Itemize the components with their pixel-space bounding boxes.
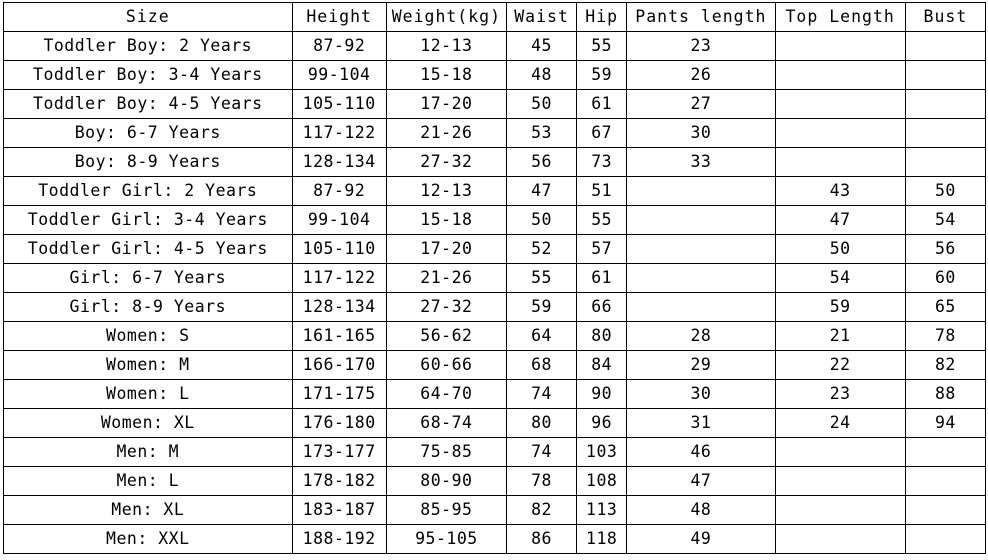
cell-size: Boy: 6-7 Years xyxy=(4,119,293,148)
cell-bust xyxy=(905,119,985,148)
cell-weight: 15-18 xyxy=(386,206,506,235)
cell-pants-length: 46 xyxy=(627,438,775,467)
size-chart-table xyxy=(3,2,986,554)
table-row xyxy=(4,409,986,438)
cell-height: 188-192 xyxy=(292,525,386,554)
cell-waist: 55 xyxy=(507,264,577,293)
cell-top-length: 24 xyxy=(775,409,905,438)
cell-top-length xyxy=(775,32,905,61)
cell-bust: 50 xyxy=(905,177,985,206)
cell-size: Toddler Boy: 4-5 Years xyxy=(4,90,293,119)
cell-top-length: 23 xyxy=(775,380,905,409)
cell-hip: 67 xyxy=(577,119,627,148)
cell-weight: 27-32 xyxy=(386,293,506,322)
cell-waist: 50 xyxy=(507,90,577,119)
cell-pants-length: 23 xyxy=(627,32,775,61)
cell-bust: 54 xyxy=(905,206,985,235)
table-row xyxy=(4,32,986,61)
cell-waist: 52 xyxy=(507,235,577,264)
cell-pants-length xyxy=(627,264,775,293)
cell-size: Toddler Girl: 3-4 Years xyxy=(4,206,293,235)
cell-weight: 56-62 xyxy=(386,322,506,351)
cell-bust xyxy=(905,525,985,554)
table-row xyxy=(4,293,986,322)
cell-waist: 74 xyxy=(507,438,577,467)
cell-hip: 51 xyxy=(577,177,627,206)
cell-size: Toddler Girl: 4-5 Years xyxy=(4,235,293,264)
cell-waist: 56 xyxy=(507,148,577,177)
cell-top-length xyxy=(775,119,905,148)
cell-weight: 75-85 xyxy=(386,438,506,467)
cell-pants-length xyxy=(627,293,775,322)
cell-top-length xyxy=(775,438,905,467)
cell-hip: 57 xyxy=(577,235,627,264)
cell-height: 117-122 xyxy=(292,264,386,293)
cell-height: 105-110 xyxy=(292,90,386,119)
cell-weight: 60-66 xyxy=(386,351,506,380)
cell-weight: 17-20 xyxy=(386,235,506,264)
cell-size: Girl: 8-9 Years xyxy=(4,293,293,322)
column-header-size: Size xyxy=(4,3,293,32)
table-row xyxy=(4,525,986,554)
cell-hip: 118 xyxy=(577,525,627,554)
cell-waist: 80 xyxy=(507,409,577,438)
cell-height: 166-170 xyxy=(292,351,386,380)
table-row xyxy=(4,380,986,409)
cell-height: 128-134 xyxy=(292,148,386,177)
cell-top-length: 22 xyxy=(775,351,905,380)
cell-bust: 78 xyxy=(905,322,985,351)
cell-hip: 55 xyxy=(577,32,627,61)
cell-weight: 64-70 xyxy=(386,380,506,409)
cell-bust xyxy=(905,438,985,467)
cell-height: 176-180 xyxy=(292,409,386,438)
cell-waist: 47 xyxy=(507,177,577,206)
cell-bust: 94 xyxy=(905,409,985,438)
cell-weight: 12-13 xyxy=(386,32,506,61)
cell-pants-length: 30 xyxy=(627,380,775,409)
cell-bust xyxy=(905,467,985,496)
cell-pants-length xyxy=(627,206,775,235)
cell-size: Men: M xyxy=(4,438,293,467)
cell-size: Women: L xyxy=(4,380,293,409)
cell-pants-length: 33 xyxy=(627,148,775,177)
cell-height: 183-187 xyxy=(292,496,386,525)
cell-pants-length: 28 xyxy=(627,322,775,351)
cell-size: Women: M xyxy=(4,351,293,380)
cell-weight: 95-105 xyxy=(386,525,506,554)
column-header-weight: Weight(kg) xyxy=(386,3,506,32)
cell-pants-length: 48 xyxy=(627,496,775,525)
cell-weight: 85-95 xyxy=(386,496,506,525)
cell-weight: 21-26 xyxy=(386,119,506,148)
cell-height: 171-175 xyxy=(292,380,386,409)
cell-top-length: 43 xyxy=(775,177,905,206)
cell-top-length xyxy=(775,90,905,119)
table-row xyxy=(4,119,986,148)
cell-waist: 59 xyxy=(507,293,577,322)
cell-pants-length: 29 xyxy=(627,351,775,380)
cell-hip: 96 xyxy=(577,409,627,438)
cell-hip: 108 xyxy=(577,467,627,496)
cell-waist: 64 xyxy=(507,322,577,351)
cell-bust xyxy=(905,496,985,525)
cell-pants-length: 47 xyxy=(627,467,775,496)
cell-top-length xyxy=(775,496,905,525)
cell-waist: 86 xyxy=(507,525,577,554)
cell-height: 99-104 xyxy=(292,206,386,235)
cell-height: 87-92 xyxy=(292,177,386,206)
cell-bust: 82 xyxy=(905,351,985,380)
cell-weight: 68-74 xyxy=(386,409,506,438)
cell-hip: 59 xyxy=(577,61,627,90)
cell-waist: 82 xyxy=(507,496,577,525)
table-row xyxy=(4,351,986,380)
cell-pants-length xyxy=(627,235,775,264)
cell-height: 105-110 xyxy=(292,235,386,264)
cell-hip: 55 xyxy=(577,206,627,235)
cell-pants-length: 30 xyxy=(627,119,775,148)
cell-waist: 53 xyxy=(507,119,577,148)
table-row xyxy=(4,177,986,206)
cell-size: Boy: 8-9 Years xyxy=(4,148,293,177)
cell-top-length: 50 xyxy=(775,235,905,264)
cell-top-length: 59 xyxy=(775,293,905,322)
column-header-waist: Waist xyxy=(507,3,577,32)
table-row xyxy=(4,61,986,90)
cell-height: 178-182 xyxy=(292,467,386,496)
cell-hip: 113 xyxy=(577,496,627,525)
cell-hip: 61 xyxy=(577,90,627,119)
cell-hip: 73 xyxy=(577,148,627,177)
cell-height: 128-134 xyxy=(292,293,386,322)
cell-bust: 56 xyxy=(905,235,985,264)
table-row xyxy=(4,322,986,351)
cell-top-length xyxy=(775,61,905,90)
cell-bust: 88 xyxy=(905,380,985,409)
cell-pants-length: 26 xyxy=(627,61,775,90)
cell-bust xyxy=(905,61,985,90)
table-row xyxy=(4,496,986,525)
cell-hip: 80 xyxy=(577,322,627,351)
cell-pants-length: 31 xyxy=(627,409,775,438)
cell-hip: 66 xyxy=(577,293,627,322)
column-header-hip: Hip xyxy=(577,3,627,32)
column-header-height: Height xyxy=(292,3,386,32)
cell-bust: 60 xyxy=(905,264,985,293)
column-header-pants-length: Pants length xyxy=(627,3,775,32)
cell-height: 87-92 xyxy=(292,32,386,61)
cell-pants-length: 27 xyxy=(627,90,775,119)
cell-size: Men: L xyxy=(4,467,293,496)
cell-waist: 50 xyxy=(507,206,577,235)
cell-weight: 21-26 xyxy=(386,264,506,293)
cell-height: 117-122 xyxy=(292,119,386,148)
cell-size: Women: XL xyxy=(4,409,293,438)
cell-hip: 61 xyxy=(577,264,627,293)
cell-size: Women: S xyxy=(4,322,293,351)
cell-top-length xyxy=(775,525,905,554)
cell-size: Men: XL xyxy=(4,496,293,525)
cell-weight: 80-90 xyxy=(386,467,506,496)
column-header-top-length: Top Length xyxy=(775,3,905,32)
cell-bust xyxy=(905,90,985,119)
cell-waist: 74 xyxy=(507,380,577,409)
table-row xyxy=(4,264,986,293)
cell-waist: 68 xyxy=(507,351,577,380)
cell-top-length xyxy=(775,467,905,496)
cell-weight: 15-18 xyxy=(386,61,506,90)
cell-bust xyxy=(905,148,985,177)
cell-size: Men: XXL xyxy=(4,525,293,554)
cell-height: 161-165 xyxy=(292,322,386,351)
cell-top-length xyxy=(775,148,905,177)
table-row xyxy=(4,467,986,496)
cell-bust xyxy=(905,32,985,61)
table-row xyxy=(4,90,986,119)
table-header-row xyxy=(4,3,986,32)
cell-waist: 45 xyxy=(507,32,577,61)
cell-bust: 65 xyxy=(905,293,985,322)
cell-pants-length: 49 xyxy=(627,525,775,554)
cell-hip: 90 xyxy=(577,380,627,409)
column-header-bust: Bust xyxy=(905,3,985,32)
table-row xyxy=(4,438,986,467)
table-row xyxy=(4,148,986,177)
cell-hip: 103 xyxy=(577,438,627,467)
cell-height: 99-104 xyxy=(292,61,386,90)
cell-hip: 84 xyxy=(577,351,627,380)
cell-pants-length xyxy=(627,177,775,206)
cell-size: Toddler Boy: 3-4 Years xyxy=(4,61,293,90)
table-row xyxy=(4,206,986,235)
cell-top-length: 21 xyxy=(775,322,905,351)
cell-height: 173-177 xyxy=(292,438,386,467)
cell-weight: 17-20 xyxy=(386,90,506,119)
table-row xyxy=(4,235,986,264)
cell-size: Toddler Girl: 2 Years xyxy=(4,177,293,206)
cell-top-length: 54 xyxy=(775,264,905,293)
cell-size: Toddler Boy: 2 Years xyxy=(4,32,293,61)
cell-waist: 78 xyxy=(507,467,577,496)
cell-weight: 27-32 xyxy=(386,148,506,177)
cell-top-length: 47 xyxy=(775,206,905,235)
cell-size: Girl: 6-7 Years xyxy=(4,264,293,293)
cell-weight: 12-13 xyxy=(386,177,506,206)
cell-waist: 48 xyxy=(507,61,577,90)
